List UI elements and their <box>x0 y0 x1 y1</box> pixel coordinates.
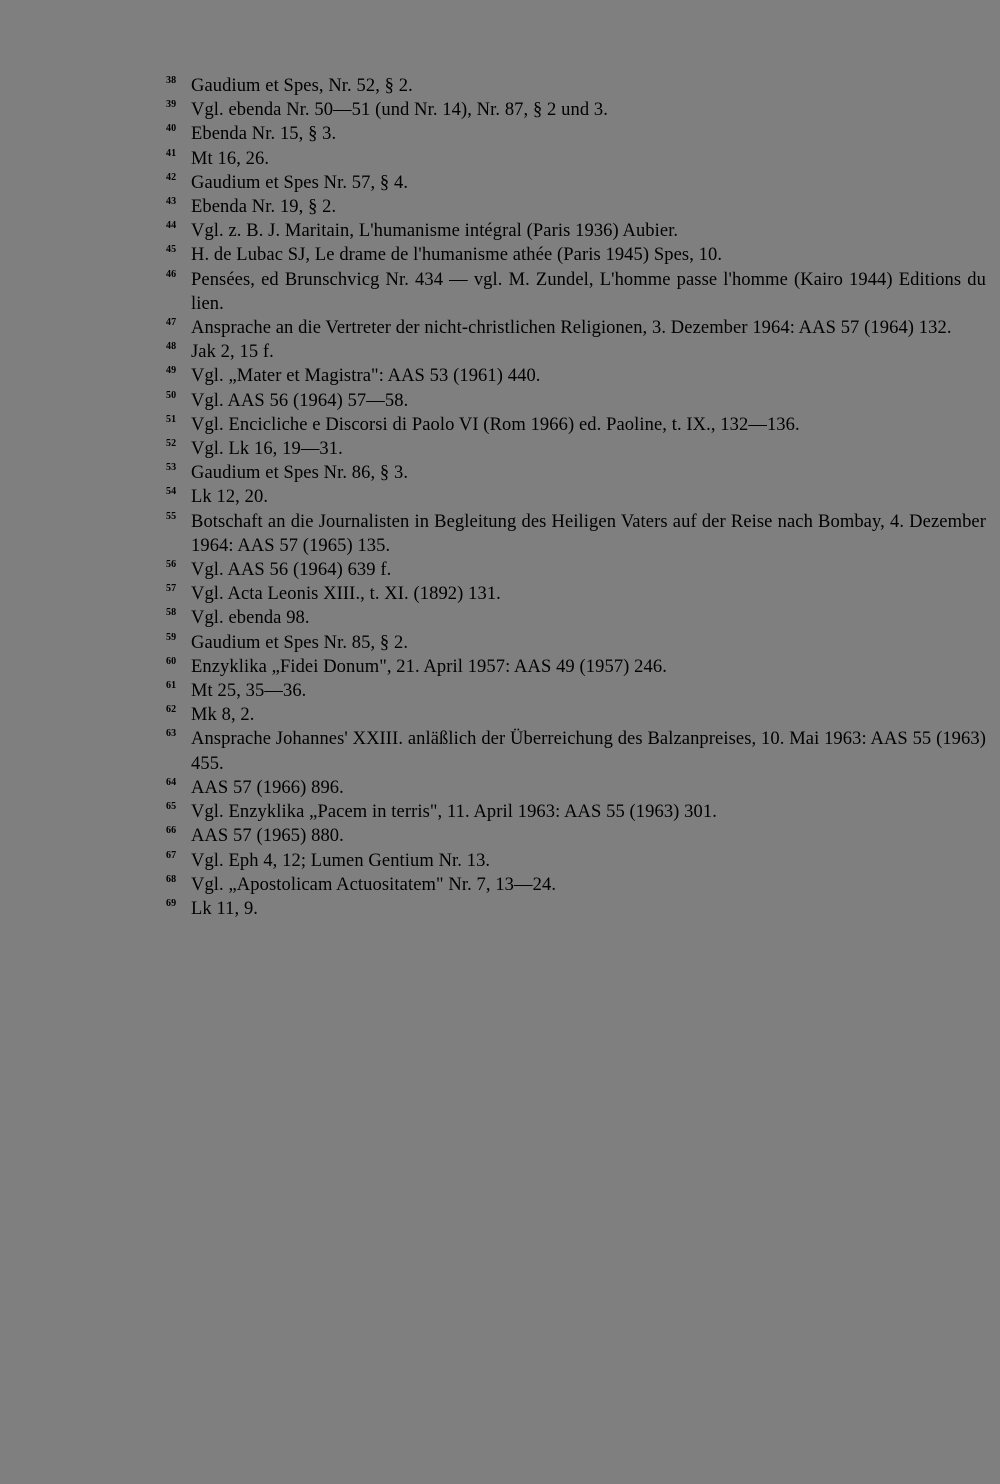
footnote <box>166 171 986 195</box>
footnote-number: 68 <box>166 873 177 885</box>
footnote <box>166 873 986 897</box>
footnote-number: 57 <box>166 583 177 595</box>
footnote <box>166 510 986 558</box>
footnote-text: Gaudium et Spes Nr. 85, § 2. <box>191 632 409 653</box>
footnote <box>166 582 986 606</box>
footnote <box>166 679 986 703</box>
footnote <box>166 243 986 267</box>
footnote-text: Ebenda Nr. 19, § 2. <box>191 197 337 218</box>
footnote <box>166 727 986 775</box>
footnote <box>166 195 986 219</box>
footnote-number: 67 <box>166 849 177 861</box>
footnote-number: 69 <box>166 897 177 909</box>
footnote-number: 46 <box>166 268 177 280</box>
footnote-text: Vgl. Acta Leonis XIII., t. XI. (1892) 131. <box>191 584 501 605</box>
footnote-text: Gaudium et Spes Nr. 86, § 3. <box>191 463 409 484</box>
footnote-text: Ansprache Johannes' XXIII. anläßlich der Überreichung des Balzanpreises, 10. Mai 1963: AAS 55 (1963) 455. <box>191 729 986 774</box>
footnote-text: Mk 8, 2. <box>191 705 255 726</box>
footnote-number: 51 <box>166 413 177 425</box>
footnote-number: 47 <box>166 317 177 329</box>
footnote-text: Botschaft an die Journalisten in Begleitung des Heiligen Vaters auf der Reise nach Bombay, 4. Dezember 1964: AAS 57 (1965) 135. <box>191 511 986 556</box>
footnote-text: Vgl. „Apostolicam Actuositatem" Nr. 7, 13—24. <box>191 874 557 895</box>
footnote <box>166 631 986 655</box>
footnote-text: Gaudium et Spes, Nr. 52, § 2. <box>191 76 413 96</box>
footnote-number: 55 <box>166 510 177 522</box>
footnote <box>166 122 986 146</box>
footnote-text: Pensées, ed Brunschvicg Nr. 434 — vgl. M. Zundel, L'homme passe l'homme (Kairo 1944) Editions du lien. <box>191 269 986 314</box>
footnote-number: 62 <box>166 704 177 716</box>
footnote <box>166 316 986 340</box>
footnote-text: Vgl. ebenda Nr. 50—51 (und Nr. 14), Nr. 87, § 2 und 3. <box>191 100 608 121</box>
footnote <box>166 268 986 316</box>
footnote <box>166 485 986 509</box>
footnote-number: 54 <box>166 486 177 498</box>
footnote <box>166 147 986 171</box>
footnote-number: 38 <box>166 75 177 86</box>
footnote <box>166 364 986 388</box>
footnote-text: Vgl. Enzyklika „Pacem in terris", 11. April 1963: AAS 55 (1963) 301. <box>191 802 717 823</box>
footnote-text: Vgl. Lk 16, 19—31. <box>191 439 343 460</box>
footnote <box>166 219 986 243</box>
footnote <box>166 413 986 437</box>
footnote-number: 64 <box>166 776 177 788</box>
footnote <box>166 655 986 679</box>
footnote-text: Ebenda Nr. 15, § 3. <box>191 124 337 145</box>
footnote-text: Mt 16, 26. <box>191 148 270 169</box>
footnote-text: Jak 2, 15 f. <box>191 342 274 363</box>
footnote-number: 41 <box>166 147 177 159</box>
footnote <box>166 606 986 630</box>
footnote-text: Lk 12, 20. <box>191 487 269 508</box>
footnote-number: 59 <box>166 631 177 643</box>
footnote-number: 49 <box>166 365 177 377</box>
footnote <box>166 389 986 413</box>
footnote-text: Enzyklika „Fidei Donum", 21. April 1957: AAS 49 (1957) 246. <box>191 656 667 677</box>
footnote <box>166 849 986 873</box>
footnote-text: AAS 57 (1966) 896. <box>191 777 344 798</box>
footnote-text: AAS 57 (1965) 880. <box>191 826 344 847</box>
footnote <box>166 703 986 727</box>
footnote-number: 60 <box>166 655 177 667</box>
footnote-number: 52 <box>166 438 177 450</box>
footnote <box>166 897 986 921</box>
footnote-number: 58 <box>166 607 177 619</box>
footnote-number: 43 <box>166 196 177 208</box>
footnote-text: Vgl. Encicliche e Discorsi di Paolo VI (Rom 1966) ed. Paoline, t. IX., 132—136. <box>191 414 800 435</box>
footnote <box>166 98 986 122</box>
footnote-text: Gaudium et Spes Nr. 57, § 4. <box>191 172 409 193</box>
footnote-text: Vgl. AAS 56 (1964) 639 f. <box>191 560 392 581</box>
footnote-number: 40 <box>166 123 177 135</box>
footnote <box>166 340 986 364</box>
footnote <box>166 776 986 800</box>
footnote-number: 45 <box>166 244 177 256</box>
footnote-text: Vgl. z. B. J. Maritain, L'humanisme intégral (Paris 1936) Aubier. <box>191 221 679 242</box>
footnote-text: Vgl. ebenda 98. <box>191 608 310 629</box>
footnote-number: 39 <box>166 99 177 111</box>
footnote-text: Vgl. „Mater et Magistra": AAS 53 (1961) 440. <box>191 366 541 387</box>
footnote-text: Vgl. Eph 4, 12; Lumen Gentium Nr. 13. <box>191 850 491 871</box>
footnote-number: 61 <box>166 680 177 692</box>
footnote <box>166 558 986 582</box>
footnote-number: 50 <box>166 389 177 401</box>
footnote-number: 48 <box>166 341 177 353</box>
footnote-number: 65 <box>166 801 177 813</box>
footnote <box>166 461 986 485</box>
footnote-text: H. de Lubac SJ, Le drame de l'humanisme athée (Paris 1945) Spes, 10. <box>191 245 723 266</box>
footnote <box>166 824 986 848</box>
footnote <box>166 74 986 98</box>
footnote-text: Vgl. AAS 56 (1964) 57—58. <box>191 390 409 411</box>
footnote-number: 56 <box>166 559 177 571</box>
footnote-number: 63 <box>166 728 177 740</box>
footnote-text: Ansprache an die Vertreter der nicht-christlichen Religionen, 3. Dezember 1964: AAS 57 (1964) 132. <box>191 318 952 339</box>
footnote-list <box>166 74 986 921</box>
footnote-text: Lk 11, 9. <box>191 898 259 919</box>
footnote-number: 53 <box>166 462 177 474</box>
footnote-number: 44 <box>166 220 177 232</box>
footnote <box>166 437 986 461</box>
footnote-number: 66 <box>166 825 177 837</box>
footnote <box>166 800 986 824</box>
footnote-text: Mt 25, 35—36. <box>191 681 307 702</box>
footnote-number: 42 <box>166 171 177 183</box>
